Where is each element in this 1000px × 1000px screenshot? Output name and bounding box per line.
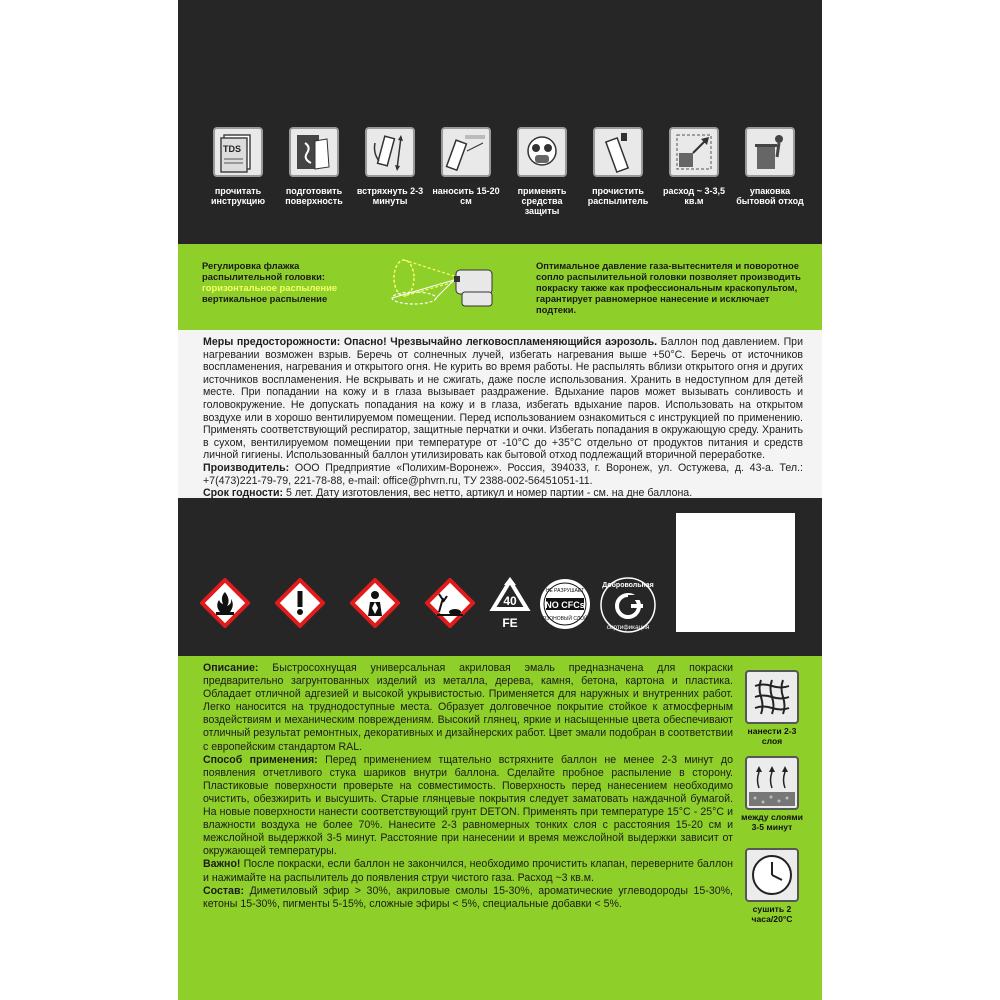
icon-protection bbox=[506, 127, 578, 216]
icon-spray-distance bbox=[430, 127, 502, 206]
icon-caption: встряхнуть 2-3 минуты bbox=[356, 186, 424, 206]
side-caption: нанести 2-3 слоя bbox=[747, 726, 797, 746]
important-label: Важно! bbox=[203, 858, 241, 871]
instructions-panel bbox=[178, 0, 822, 244]
important-body: После покраски, если баллон не закончился, необходимо прочистить клапан, переверните баллон и нажимайте на распылитель до появления струи чистого газа. Расход ~3 кв.м. bbox=[203, 858, 733, 884]
icon-caption: расход ~ 3-3,5 кв.м bbox=[662, 186, 726, 206]
icon-coverage bbox=[658, 127, 730, 206]
icon-caption: подготовить поверхность bbox=[285, 186, 343, 206]
cert-bottom-text: сертификация bbox=[606, 624, 650, 631]
shake-icon bbox=[365, 127, 415, 177]
spray-distance-icon bbox=[441, 127, 491, 177]
horizontal-spray-label: горизонтальное распыление bbox=[202, 282, 338, 293]
nozzle-diagram-icon bbox=[374, 256, 514, 318]
icon-shake bbox=[354, 127, 426, 206]
precautions-panel bbox=[178, 330, 822, 656]
nozzle-benefits-text: Оптимальное давление газа-вытеснителя и поворотное сопло распылительной головки позволяет производить покраску также как профессиональным краскопультом, гарантирует равномерное нанесение и исключает подтеки. bbox=[536, 260, 801, 315]
description-body: Быстросохнущая универсальная акриловая эмаль предназначена для покраски предварительно загрунтованных изделий из металла, дерева, камня, бетона, картона и пластика. Обладает отличной адгезией и высокой укрывистостью. Применяется для наружных и внутренних работ. Легко наносится на труднодоступные места. Образует долговечное покрытие стойкое к атмосферным воздействиям и механическим повреждениям. Высокий глянец, яркие и насыщенные цвета обеспечивают отличный результат ремонтных, декоративных и дизайнерских работ. Цвет эмали подобран в соответствии с европейским стандартом RAL. bbox=[203, 662, 733, 753]
icon-read-instructions bbox=[202, 127, 274, 206]
recycle-icon bbox=[481, 575, 539, 637]
batch-info-box bbox=[676, 513, 795, 632]
certification-badge-icon bbox=[595, 575, 661, 635]
product-label bbox=[178, 0, 822, 1000]
description-text bbox=[203, 662, 733, 911]
read-instructions-icon bbox=[213, 127, 263, 177]
dry-time-icon bbox=[745, 848, 799, 902]
dispose-icon bbox=[745, 127, 795, 177]
icon-caption: наносить 15-20 см bbox=[432, 186, 500, 206]
usage-label: Способ применения: bbox=[203, 753, 318, 766]
environment-hazard-icon bbox=[425, 578, 475, 628]
protection-icon bbox=[517, 127, 567, 177]
icon-caption: применять средства защиты bbox=[517, 186, 567, 216]
recycle-code: FE bbox=[502, 616, 518, 630]
shelf-life-text: 5 лет. Дату изготовления, вес нетто, артикул и номер партии - см. на дне баллона. bbox=[285, 487, 693, 500]
side-dry-time bbox=[740, 848, 804, 924]
composition-body: Диметиловый эфир > 30%, акриловые смолы 15-30%, ароматические углеводороды 15-30%, кетоны 15-30%, пигменты 5-15%, сложные эфиры < 5%, специальные добавки < 5%. bbox=[203, 884, 734, 910]
cert-top-text: Добровольная bbox=[602, 582, 654, 589]
icon-caption: упаковка бытовой отход bbox=[736, 186, 804, 206]
health-hazard-icon bbox=[350, 578, 400, 628]
producer-text: ООО Предприятие «Полихим-Воронеж». Россия, 394033, г. Воронеж, ул. Остужева, д. 43-а. Тел.: +7(473)221-79-79, 221-78-88, e-mail: office@phvrn.ru, ТУ 2388-002-56451051-11. bbox=[203, 461, 803, 487]
icon-caption: прочитать инструкцию bbox=[210, 186, 266, 206]
instruction-icons-row bbox=[202, 127, 802, 227]
nozzle-title: Регулировка флажка распылительной головки: bbox=[202, 260, 325, 282]
side-caption: сушить 2 часа/20°С bbox=[751, 904, 793, 924]
exclamation-hazard-icon bbox=[275, 578, 325, 628]
cfc-main-text: NO CFCs bbox=[545, 600, 585, 610]
cfc-top-text: НЕ РАЗРУШАЕТ bbox=[545, 588, 585, 594]
icon-clean-nozzle bbox=[582, 127, 654, 206]
description-panel bbox=[178, 656, 822, 1000]
producer-label: Производитель: bbox=[203, 461, 290, 474]
icon-dispose bbox=[734, 127, 806, 206]
icon-prepare-surface bbox=[278, 127, 350, 206]
shelf-life-label: Срок годности: bbox=[203, 487, 284, 500]
nozzle-adjust-text bbox=[202, 260, 362, 304]
side-caption: между слоями 3-5 минут bbox=[741, 812, 803, 832]
layers-icon bbox=[745, 670, 799, 724]
side-layers bbox=[740, 670, 804, 746]
side-between-layers bbox=[740, 756, 804, 832]
between-layers-icon bbox=[745, 756, 799, 810]
usage-body: Перед применением тщательно встряхните баллон не менее 2-3 минут до появления отчетливого стука шариков внутри баллона. Сделайте пробное распыление в сторону. Пластиковые поверхности проверьте на совместимость. Поверхность перед нанесением необходимо очистить, обезжирить и высушить. Старые глянцевые покрытия следует заматовать наждачной бумагой. На новые поверхности нанести соответствующий грунт DETON. Применять при температуре 15°С - 25°С и влажности воздуха не более 70%. Нанесите 2-3 равномерных тонких слоя с расстояния 15-20 см и межслойной выдержкой 3-5 минут. Расстояние при нанесении и время межслойной выдержки зависит от окружающей температуры. bbox=[203, 753, 733, 858]
cfc-bottom-text: ОЗОНОВЫЙ СЛОЙ bbox=[542, 616, 588, 622]
tds-text: TDS bbox=[223, 144, 241, 154]
clean-nozzle-icon bbox=[593, 127, 643, 177]
composition-label: Состав: bbox=[203, 884, 244, 897]
nozzle-panel bbox=[178, 244, 822, 330]
coverage-icon bbox=[669, 127, 719, 177]
recycle-number: 40 bbox=[503, 594, 517, 608]
vertical-spray-label: вертикальное распыление bbox=[202, 293, 328, 304]
precautions-body: Баллон под давлением. При нагревании возможен взрыв. Беречь от солнечных лучей, избегать нагревания выше +50°С. Беречь от источников воспламенения, нагревания и открытого огня. Не курить во время работы. Не распылять вблизи открытого огня и других источников воспламенения. Не вскрывать и не сжигать, даже после использования. Хранить в недоступном для детей месте. При попадании на кожу и в глаза вызывает раздражение. Вдыхание паров может вызывать сонливость и головокружение. Не допускать попадания на кожу и в глаза, избегать вдыхание паров. Использовать на открытом воздухе или в хорошо вентилируемом помещении. Перед использованием ознакомиться с инструкцией по применению. Применять соответствующий респиратор, защитные перчатки и очки. Избегать попадания в окружающую среду. Хранить в сухом, вентилируемом помещении при температуре от -10°С до +35°С отдельно от продуктов питания и средств личной гигиены. Использованный баллон утилизировать как бытовой отход подлежащий вторичной переработке. bbox=[203, 336, 803, 462]
description-label: Описание: bbox=[203, 662, 259, 674]
prepare-surface-icon bbox=[289, 127, 339, 177]
flammable-hazard-icon bbox=[200, 578, 250, 628]
icon-caption: прочистить распылитель bbox=[587, 186, 649, 206]
no-cfc-badge-icon bbox=[538, 577, 592, 631]
precautions-text bbox=[203, 336, 803, 500]
precautions-heading: Меры предосторожности: Опасно! Чрезвычайно легковоспламеняющийся аэрозоль. bbox=[203, 336, 658, 348]
